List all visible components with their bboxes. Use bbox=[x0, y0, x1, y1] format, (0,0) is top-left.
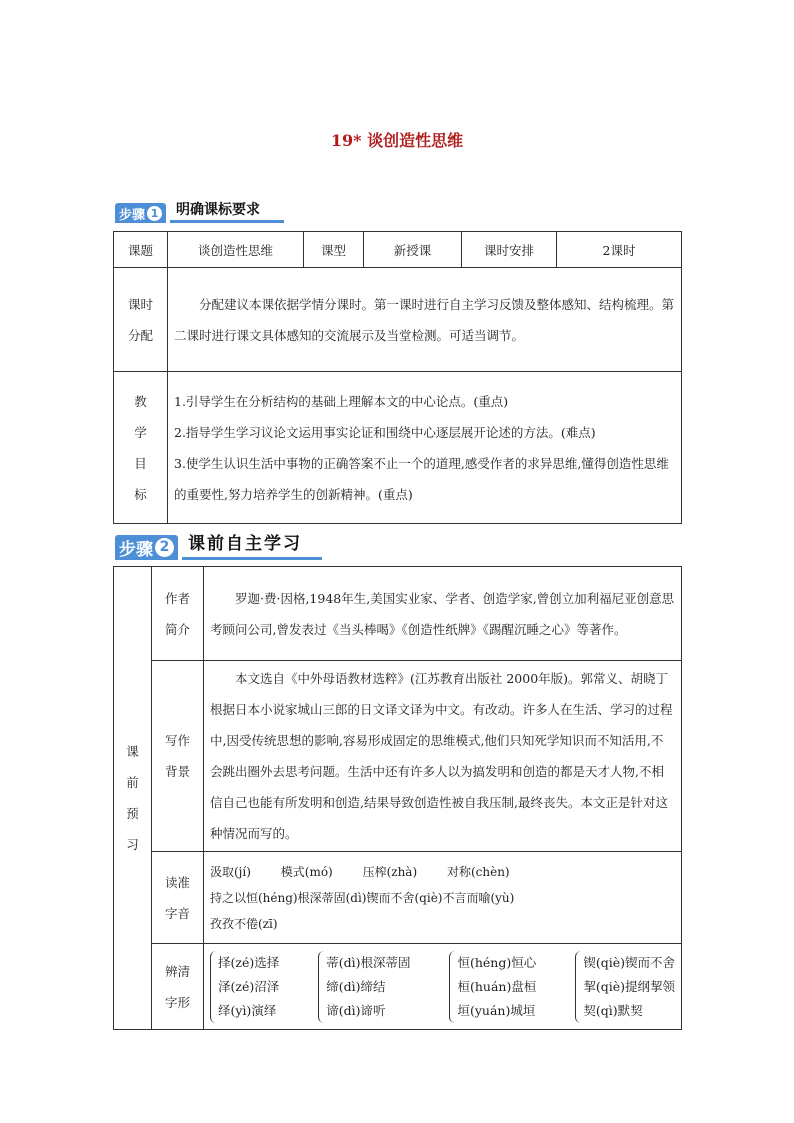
pronunciation-row bbox=[210, 859, 675, 885]
step-number: 2 bbox=[155, 538, 174, 557]
pronunciation-item: 压榨(zhà) bbox=[362, 864, 418, 879]
header-line: 作者 bbox=[164, 590, 190, 606]
brace-icon bbox=[318, 951, 325, 1023]
goal-item: 3.使学生认识生活中事物的正确答案不止一个的道理,感受作者的求异思维,懂得创造性思维的重要性,努力培养学生的创新精神。(重点) bbox=[174, 455, 669, 502]
topic-header: 课题 bbox=[114, 232, 168, 268]
glyph-item: 蒂(dì)根深蒂固 bbox=[326, 954, 411, 970]
background-text: 本文选自《中外母语教材选粹》(江苏教育出版社 2000年版)。郭常义、胡晓丁根据日本小说家城山三郎的日文译文译为中文。有改动。许多人在生活、学习的过程中,因受传统思想的影响,容易形成固定的思维模式,他们只知死学知识而不知活用,不会跳出圈外去思考问题。生活中还有许多人以为搞发明和创造的都是天才人物,不相信自己也能有所发明和创造,结果导致创造性被自我压制,最终丧失。本文正是针对这种情况而写的。 bbox=[210, 671, 673, 841]
allocation-cell bbox=[168, 268, 682, 372]
preview-table bbox=[113, 566, 682, 1030]
glyph-group bbox=[449, 951, 536, 1023]
background-cell bbox=[204, 661, 682, 852]
glyph-item: 谛(dì)谛听 bbox=[326, 1002, 386, 1018]
pronunciation-header bbox=[152, 852, 204, 944]
glyph-item: 缔(dì)缔结 bbox=[326, 978, 386, 994]
pronunciation-item: 汲取(jí) bbox=[210, 864, 251, 879]
pronunciation-row: 持之以恒(héng)根深蒂固(dì)锲而不舍(qiè)不言而喻(yù) bbox=[210, 890, 515, 905]
goal-item: 2.指导学生学习议论文运用事实论证和围绕中心逐层展开论述的方法。(难点) bbox=[174, 424, 596, 440]
author-cell bbox=[204, 567, 682, 661]
preview-side-header bbox=[114, 567, 152, 1030]
goals-header bbox=[114, 372, 168, 524]
glyph-item: 挈(qiè)提纲挈领 bbox=[583, 978, 675, 994]
background-header bbox=[152, 661, 204, 852]
goal-item: 1.引导学生在分析结构的基础上理解本文的中心论点。(重点) bbox=[174, 393, 509, 409]
pronunciation-item: 对称(chèn) bbox=[446, 864, 510, 879]
allocation-text: 分配建议本课依据学情分课时。第一课时进行自主学习反馈及整体感知、结构梳理。第二课时进行课文具体感知的交流展示及当堂检测。可适当调节。 bbox=[174, 296, 675, 343]
header-char: 习 bbox=[126, 837, 139, 852]
brace-icon bbox=[449, 951, 456, 1023]
glyph-item: 择(zé)选择 bbox=[218, 954, 280, 970]
header-line: 字形 bbox=[164, 994, 190, 1010]
step-badge bbox=[115, 535, 178, 560]
header-char: 课 bbox=[126, 744, 139, 759]
hours-value: 2课时 bbox=[557, 232, 682, 268]
allocation-header bbox=[114, 268, 168, 372]
glyph-form-header bbox=[152, 944, 204, 1030]
glyph-item: 契(qì)默契 bbox=[583, 1002, 643, 1018]
lesson-plan-table bbox=[113, 231, 682, 524]
pronunciation-item: 模式(mó) bbox=[280, 864, 333, 879]
glyph-form-cell bbox=[204, 944, 682, 1030]
header-line: 简介 bbox=[164, 621, 190, 637]
pronunciation-row: 孜孜不倦(zī) bbox=[210, 916, 278, 931]
header-char: 目 bbox=[134, 455, 147, 471]
step-2-heading bbox=[115, 532, 322, 560]
step-number: 1 bbox=[147, 206, 162, 221]
glyph-item: 桓(huán)盘桓 bbox=[457, 978, 537, 994]
glyph-group bbox=[210, 951, 279, 1023]
author-text: 罗迦·费·因格,1948年生,美国实业家、学者、创造学家,曾创立加利福尼亚创意思考顾问公司,曾发表过《当头棒喝》《创造性纸牌》《踢醒沉睡之心》等著作。 bbox=[210, 590, 675, 637]
header-char: 教 bbox=[134, 393, 147, 409]
header-line: 辨清 bbox=[164, 963, 190, 979]
topic-value: 谈创造性思维 bbox=[168, 232, 304, 268]
header-line: 分配 bbox=[127, 327, 153, 343]
page-title: 19* 谈创造性思维 bbox=[330, 131, 464, 150]
step-title: 明确课标要求 bbox=[170, 200, 284, 223]
step-label: 步骤 bbox=[119, 207, 146, 223]
glyph-group bbox=[575, 951, 675, 1023]
header-line: 读准 bbox=[164, 874, 190, 890]
brace-icon bbox=[575, 951, 582, 1023]
header-line: 课时 bbox=[127, 296, 153, 312]
header-line: 背景 bbox=[164, 764, 190, 779]
glyph-item: 泽(zé)沼泽 bbox=[218, 978, 280, 994]
glyph-group bbox=[318, 951, 410, 1023]
header-line: 字音 bbox=[164, 905, 190, 921]
brace-icon bbox=[210, 951, 217, 1023]
glyph-item: 锲(qiè)锲而不舍 bbox=[583, 954, 675, 970]
type-value: 新授课 bbox=[364, 232, 462, 268]
glyph-item: 恒(héng)恒心 bbox=[457, 954, 537, 970]
glyph-item: 垣(yuán)城垣 bbox=[457, 1002, 536, 1018]
type-header: 课型 bbox=[304, 232, 364, 268]
header-char: 预 bbox=[126, 806, 139, 821]
header-char: 标 bbox=[134, 486, 147, 502]
step-title: 课前自主学习 bbox=[182, 532, 322, 560]
step-badge bbox=[115, 203, 166, 223]
hours-header: 课时安排 bbox=[462, 232, 557, 268]
header-char: 前 bbox=[126, 775, 139, 790]
author-header bbox=[152, 567, 204, 661]
pronunciation-cell bbox=[204, 852, 682, 944]
goals-cell bbox=[168, 372, 682, 524]
step-1-heading bbox=[115, 200, 284, 223]
glyph-item: 绎(yì)演绎 bbox=[218, 1002, 277, 1018]
header-line: 写作 bbox=[164, 733, 190, 748]
step-label: 步骤 bbox=[119, 540, 153, 560]
header-char: 学 bbox=[134, 424, 147, 440]
